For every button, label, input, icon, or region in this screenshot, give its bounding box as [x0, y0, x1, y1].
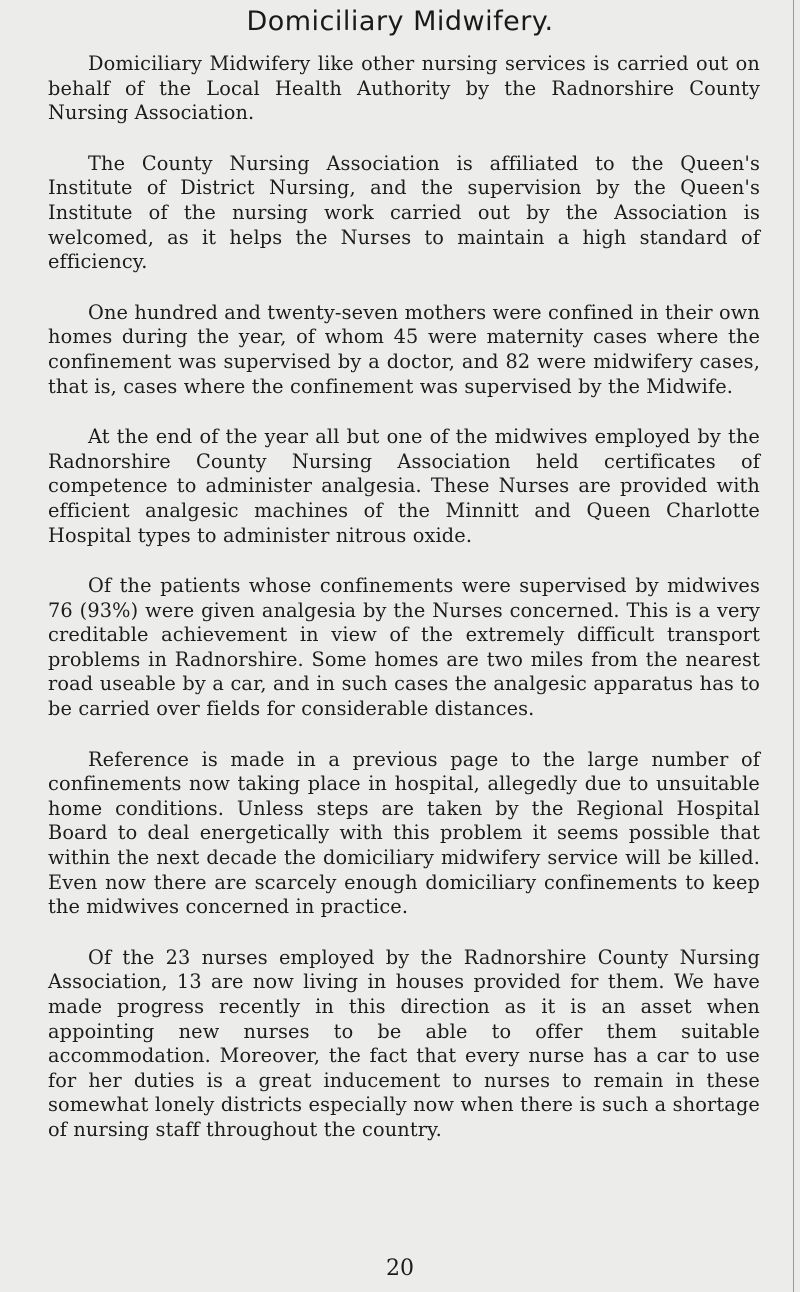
body-text: [48, 52, 760, 1169]
paragraph: Of the patients whose confinements were supervised by midwives 76 (93%) were given analgesia by the Nurses concerned. This is a very creditable achievement in view of the extremely difficult transport problems in Radnorshire. Some homes are two miles from the nearest road useable by a car, and in such cases the analgesic apparatus has to be carried over fields for considerable distances.: [48, 574, 760, 721]
paragraph: The County Nursing Association is affiliated to the Queen's Institute of District Nursing, and the supervision by the Queen's Institute of the nursing work carried out by the Association is welcomed, as it helps the Nurses to maintain a high standard of efficiency.: [48, 151, 760, 274]
page-title: Domiciliary Midwifery.: [246, 6, 554, 37]
page-number: 20: [386, 1256, 414, 1281]
paragraph: Domiciliary Midwifery like other nursing services is carried out on behalf of the Local Health Authority by the Radnorshire County Nursing Association.: [48, 52, 760, 125]
page-edge-line: [793, 0, 794, 1292]
paragraph: Reference is made in a previous page to the large number of confinements now taking place in hospital, allegedly due to unsuitable home conditions. Unless steps are taken by the Regional Hospital Board to deal energetically with this problem it seems possible that within the next decade the domiciliary midwifery service will be killed. Even now there are scarcely enough domiciliary confinements to keep the midwives concerned in practice.: [48, 747, 760, 919]
paragraph: One hundred and twenty-seven mothers were confined in their own homes during the year, of whom 45 were maternity cases where the confinement was supervised by a doctor, and 82 were midwifery cases, that is, cases where the confinement was supervised by the Midwife.: [48, 300, 760, 398]
paragraph: Of the 23 nurses employed by the Radnorshire County Nursing Association, 13 are now living in houses provided for them. We have made progress recently in this direction as it is an asset when appointing new nurses to be able to offer them suitable accommodation. Moreover, the fact that every nurse has a car to use for her duties is a great inducement to nurses to remain in these somewhat lonely districts especially now when there is such a shortage of nursing staff throughout the country.: [48, 945, 760, 1141]
paragraph: At the end of the year all but one of the midwives employed by the Radnorshire County Nursing Association held certificates of competence to administer analgesia. These Nurses are provided with efficient analgesic machines of the Minnitt and Queen Charlotte Hospital types to administer nitrous oxide.: [48, 425, 760, 547]
